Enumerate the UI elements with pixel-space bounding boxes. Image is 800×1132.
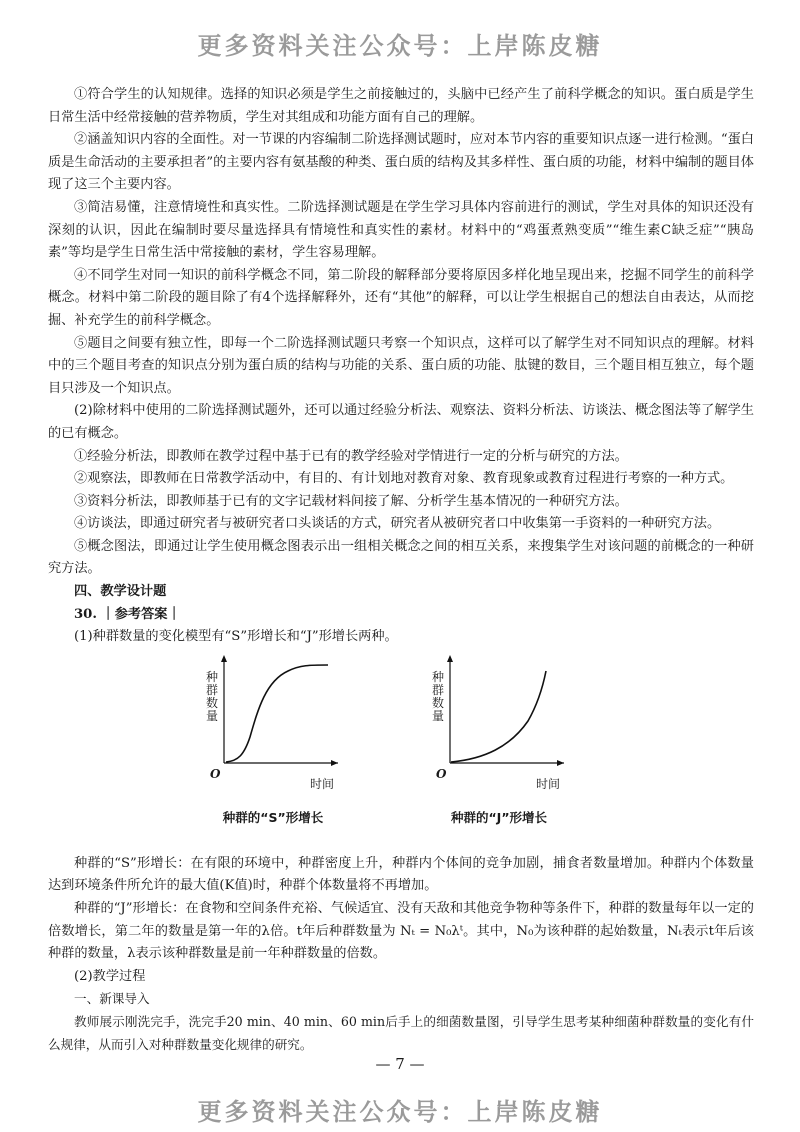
y-axis-arrow (221, 655, 227, 662)
paragraph-4: ④不同学生对同一知识的前科学概念不同，第二阶段的解释部分要将原因多样化地呈现出来，挖掘不同学生的前科学概念。材料中第二阶段的题目除了有4个选择解释外，还有“其他”的解释，可以让学生根据自己的想法自由表达，从而挖掘、补充学生的前科学概念。 (48, 267, 754, 328)
paragraph-7: ①经验分析法，即教师在教学过程中基于已有的教学经验对学情进行一定的分析与研究的方法。 (74, 448, 628, 464)
s-caption: 种群的“S”形增长 (222, 809, 324, 825)
x-axis-arrow (331, 760, 338, 766)
s-ylabel: 种群数量 (206, 669, 219, 723)
paragraph-5: ⑤题目之间要有独立性，即每一个二阶选择测试题只考察一个知识点，这样可以了解学生对不同知识点的理解。材料中的三个题目考查的知识点分别为蛋白质的结构与功能的关系、蛋白质的功能、肽键的数目，三个题目相互独立，每个题目只涉及一个知识点。 (48, 335, 754, 396)
paragraph-9: ③资料分析法，即教师基于已有的文字记载材料间接了解、分析学生基本情况的一种研究方法。 (74, 493, 628, 509)
paragraph-2: ②涵盖知识内容的全面性。对一节课的内容编制二阶选择测试题时，应对本节内容的重要知识点逐一进行检测。“蛋白质是生命活动的主要承担者”的主要内容有氨基酸的种类、蛋白质的结构及其多样性、蛋白质的功能，材料中编制的题目体现了这三个主要内容。 (48, 132, 754, 193)
paragraph-11: ⑤概念图法，即通过让学生使用概念图表示出一组相关概念之间的相互关系，来搜集学生对该问题的前概念的一种研究方法。 (48, 538, 754, 577)
j-xlabel: 时间 (536, 776, 561, 791)
paragraph-13: 种群的“S”形增长：在有限的环境中，种群密度上升，种群内个体间的竞争加剧，捕食者数量增加。种群内个体数量达到环境条件所允许的最大值(K值)时，种群个体数量将不再增加。 (48, 855, 754, 894)
bottom-watermark-banner: 更多资料关注公众号：上岸陈皮糖 (197, 1098, 603, 1126)
section-heading: 四、教学设计题 (74, 584, 167, 600)
s-xlabel: 时间 (310, 776, 335, 791)
paragraph-12: (1)种群数量的变化模型有“S”形增长和“J”形增长两种。 (74, 629, 398, 645)
s-curve-line (226, 665, 328, 762)
page-content (48, 84, 754, 1056)
paragraph-3: ③简洁易懂，注意情境性和真实性。二阶选择测试题是在学生学习具体内容前进行的测试，学生对具体的知识还没有深刻的认识，因此在编制时要尽量选择具有情境性和真实性的素材。材料中的“鸡蛋煮熟变质”“维生素C缺乏症”“胰岛素”等均是学生日常生活中常接触的素材，学生容易理解。 (48, 199, 754, 261)
paragraph-1: ①符合学生的认知规律。选择的知识必须是学生之前接触过的，头脑中已经产生了前科学概念的知识。蛋白质是学生日常生活中经常接触的营养物质，学生对其组成和功能方面有自己的理解。 (48, 87, 754, 125)
y-axis-arrow (447, 655, 453, 662)
j-ylabel: 种群数量 (432, 669, 445, 723)
j-caption: 种群的“J”形增长 (450, 809, 548, 825)
paragraph-15: (2)教学过程 (74, 968, 146, 984)
paragraph-16: 一、新课导入 (74, 991, 150, 1007)
s-origin: O (210, 766, 221, 781)
s-curve-figure (198, 651, 348, 847)
answer-heading: 30. ｜参考答案｜ (74, 606, 181, 622)
paragraph-17: 教师展示刚洗完手，洗完手20 min、40 min、60 min后手上的细菌数量图，引导学生思考某种细菌种群数量的变化有什么规律，从而引入对种群数量变化规律的研究。 (48, 1014, 754, 1052)
page-number: — 7 — (375, 1055, 425, 1073)
j-curve-figure (424, 651, 574, 847)
paragraph-10: ④访谈法，即通过研究者与被研究者口头谈话的方式，研究者从被研究者口中收集第一手资料的一种研究方法。 (74, 516, 721, 532)
growth-figures (48, 651, 754, 851)
paragraph-6: (2)除材料中使用的二阶选择测试题外，还可以通过经验分析法、观察法、资料分析法、访谈法、概念图法等了解学生的已有概念。 (48, 403, 754, 441)
top-watermark-banner: 更多资料关注公众号：上岸陈皮糖 (197, 32, 603, 60)
paragraph-8: ②观察法，即教师在日常教学活动中，有目的、有计划地对教育对象、教育现象或教育过程进行考察的一种方式。 (74, 471, 734, 487)
x-axis-arrow (557, 760, 564, 766)
paragraph-14: 种群的“J”形增长：在食物和空间条件充裕、气候适宜、没有天敌和其他竞争物种等条件下，种群的数量每年以一定的倍数增长，第二年的数量是第一年的λ倍。t年后种群数量为 Nₜ = N₀λᵗ。其中，N₀为该种群的起始数量，Nₜ表示t年后该种群的数量，λ表示该种群数量是前一年种群数量的倍数。 (48, 901, 754, 962)
j-curve-line (451, 671, 546, 762)
j-origin: O (436, 766, 447, 781)
